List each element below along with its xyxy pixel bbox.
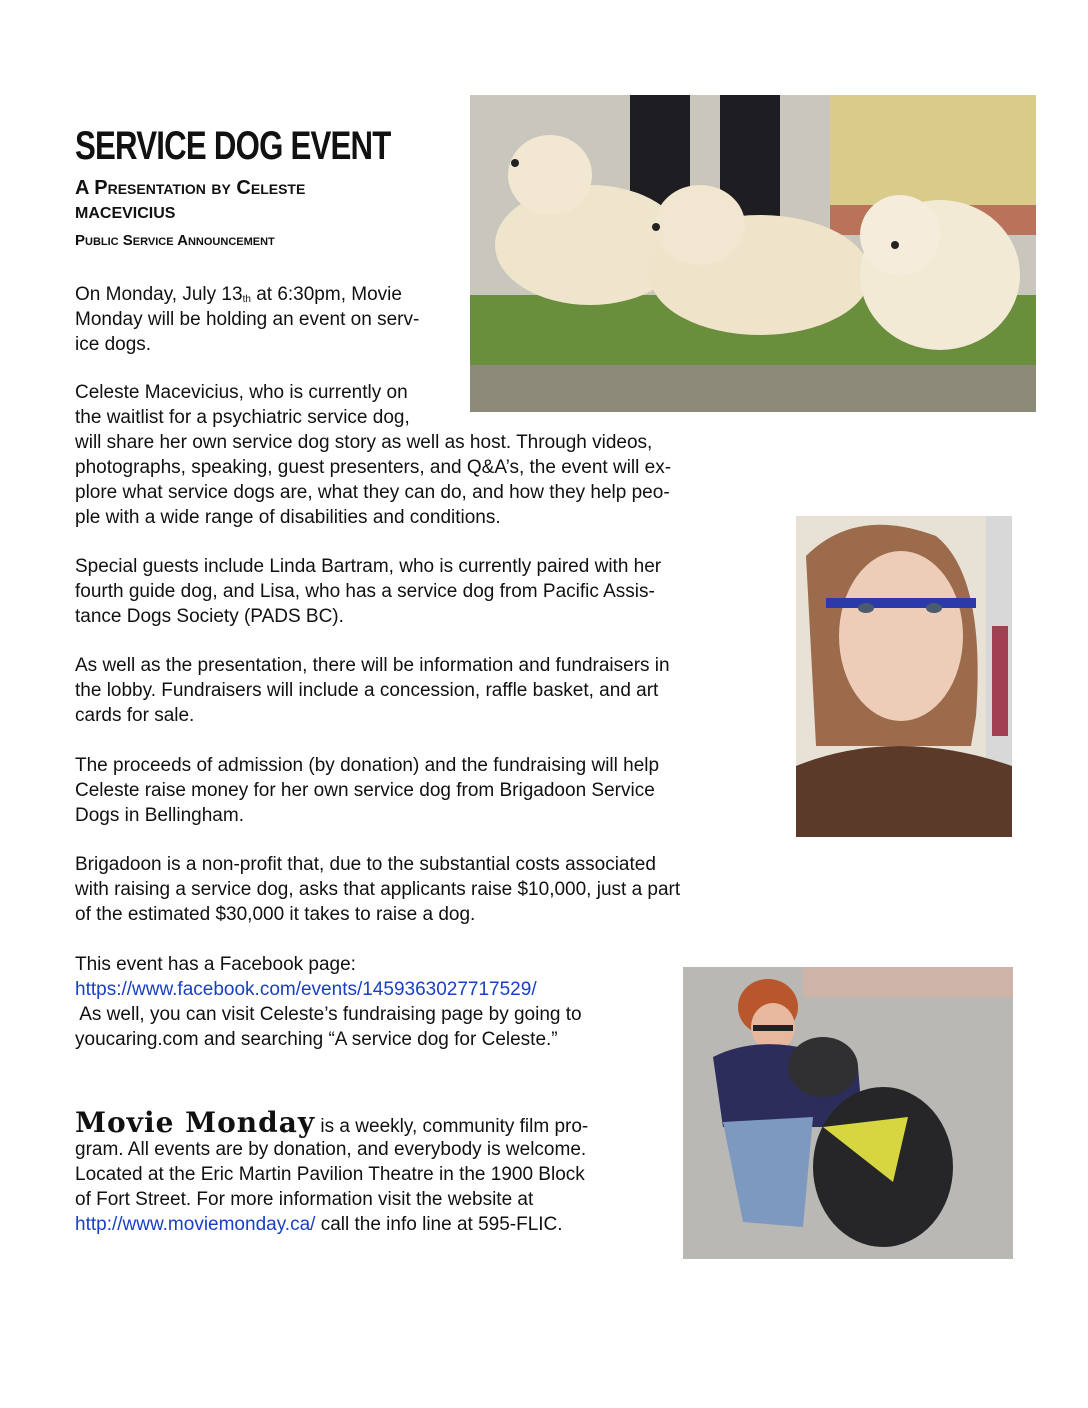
text-line: with raising a service dog, asks that applicants raise $10,000, just a part — [75, 879, 681, 900]
celeste-portrait-photo — [796, 516, 1012, 837]
text-line: The proceeds of admission (by donation) and the fundraising will help — [75, 755, 660, 776]
text-line: the waitlist for a psychiatric service dog, — [75, 407, 410, 428]
puppies-photo — [470, 95, 1036, 412]
facebook-event-link[interactable]: https://www.facebook.com/events/1459363027717529/ — [75, 979, 537, 1000]
paragraph-facebook — [75, 952, 582, 1052]
text-line: fourth guide dog, and Lisa, who has a service dog from Pacific Assis- — [75, 581, 655, 602]
ordinal-suffix: th — [242, 294, 251, 305]
text-line: Dogs in Bellingham. — [75, 805, 244, 826]
text-line: youcaring.com and searching “A service dog for Celeste.” — [75, 1029, 558, 1050]
text-line: of Fort Street. For more information visit the website at — [75, 1189, 534, 1210]
text-line: plore what service dogs are, what they can do, and how they help peo- — [75, 482, 670, 503]
text-line: will share her own service dog story as well as host. Through videos, — [75, 432, 653, 453]
category-label: Public Service Announcement — [75, 232, 275, 249]
page-title: SERVICE DOG EVENT — [75, 124, 391, 168]
text-line: This event has a Facebook page: — [75, 954, 356, 975]
text-line: Located at the Eric Martin Pavilion Theatre in the 1900 Block — [75, 1164, 585, 1185]
text-line: ice dogs. — [75, 334, 152, 355]
paragraph-brigadoon — [75, 852, 680, 927]
paragraph-host — [75, 380, 671, 530]
subtitle: A Presentation by Celeste — [75, 177, 306, 199]
subtitle-name: MACEVICIUS — [75, 205, 176, 222]
event-date-text: On Monday, July 13 — [75, 284, 243, 305]
text-line: Brigadoon is a non-profit that, due to the substantial costs associated — [75, 854, 656, 875]
text-line: photographs, speaking, guest presenters, and Q&A’s, the event will ex- — [75, 457, 672, 478]
text-line: gram. All events are by donation, and everybody is welcome. — [75, 1139, 587, 1160]
text-line: of the estimated $30,000 it takes to raise a dog. — [75, 904, 476, 925]
paragraph-guests — [75, 554, 661, 629]
text-line: Celeste raise money for her own service dog from Brigadoon Service — [75, 780, 655, 801]
text-line: As well as the presentation, there will be information and fundraisers in — [75, 655, 670, 676]
text-line: Monday will be holding an event on serv- — [75, 309, 420, 330]
paragraph-movie-monday — [75, 1106, 589, 1237]
text-line: cards for sale. — [75, 705, 195, 726]
handler-with-service-dog-photo — [683, 967, 1013, 1259]
text-line: Special guests include Linda Bartram, who is currently paired with her — [75, 556, 662, 577]
text-line: call the info line at 595-FLIC. — [315, 1214, 563, 1235]
text-line: tance Dogs Society (PADS BC). — [75, 606, 344, 627]
paragraph-event-date — [75, 282, 419, 357]
text-line: ple with a wide range of disabilities and conditions. — [75, 507, 501, 528]
text-line: Celeste Macevicius, who is currently on — [75, 382, 408, 403]
text-line: As well, you can visit Celeste’s fundraising page by going to — [75, 1004, 582, 1025]
event-time-text: at 6:30pm, Movie — [250, 284, 402, 305]
paragraph-fundraisers — [75, 653, 670, 728]
text-line: is a weekly, community film pro- — [315, 1116, 589, 1137]
text-line: the lobby. Fundraisers will include a concession, raffle basket, and art — [75, 680, 659, 701]
movie-monday-website-link[interactable]: http://www.moviemonday.ca/ — [75, 1214, 316, 1235]
paragraph-proceeds — [75, 753, 659, 828]
movie-monday-logo: Movie Monday — [75, 1106, 316, 1139]
